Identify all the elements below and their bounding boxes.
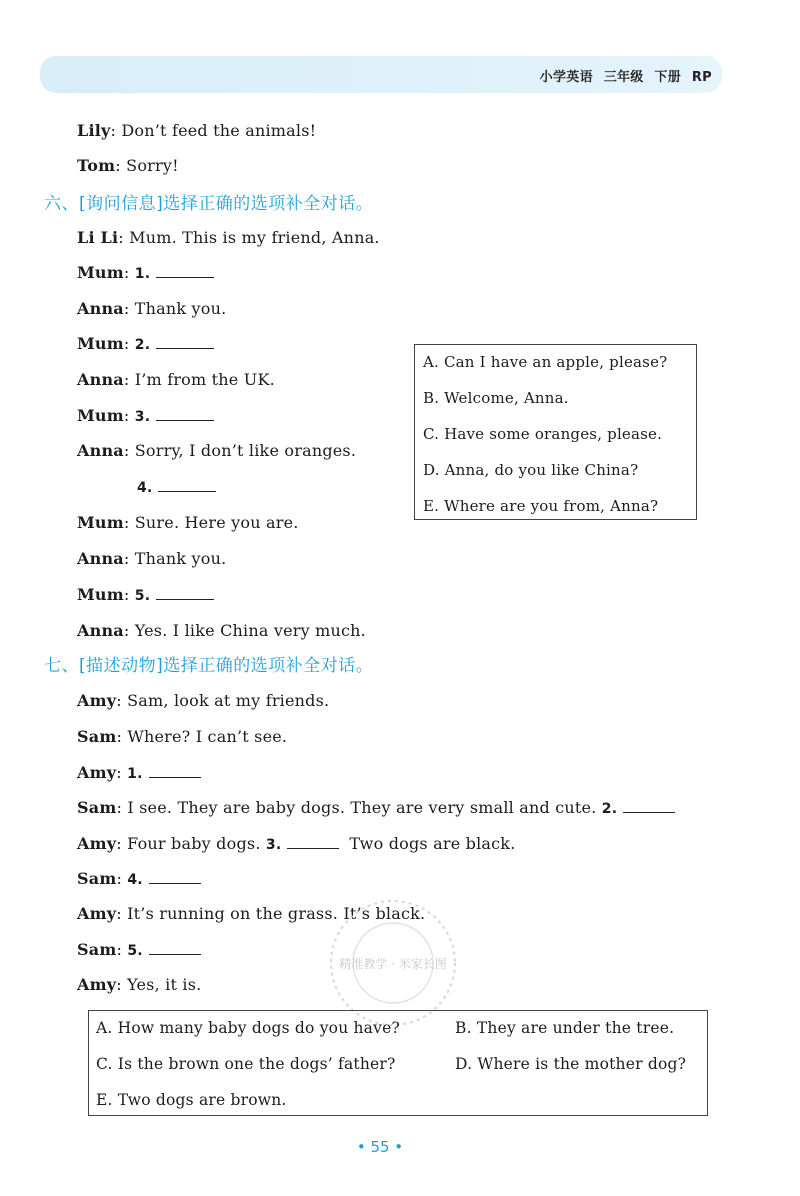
option-a[interactable]: A. Can I have an apple, please?: [423, 353, 668, 371]
dialogue-text: Yes, it is.: [127, 975, 202, 994]
option-c[interactable]: C. Have some oranges, please.: [423, 425, 663, 443]
answer-blank[interactable]: [156, 263, 214, 278]
dialogue-line: Mum: 2.: [77, 334, 214, 355]
option-c[interactable]: C. Is the brown one the dogs’ father?: [96, 1055, 396, 1073]
dialogue-line: Sam: 4.: [77, 869, 201, 890]
dialogue-line: Amy: It’s running on the grass. It’s black.: [77, 904, 426, 923]
dialogue-text: Sorry, I don’t like oranges.: [134, 441, 357, 460]
dialogue-line: Amy: Yes, it is.: [77, 975, 202, 994]
speaker-name: Amy: [77, 904, 117, 923]
dialogue-line: Anna: Yes. I like China very much.: [77, 621, 366, 640]
answer-blank[interactable]: [149, 869, 201, 884]
options-box-section-7: [88, 1010, 708, 1116]
speaker-name: Amy: [77, 763, 117, 782]
speaker-name: Mum: [77, 334, 124, 353]
answer-blank[interactable]: [156, 406, 214, 421]
dialogue-text: It’s running on the grass. It’s black.: [127, 904, 426, 923]
dialogue-text: Don’t feed the animals!: [121, 121, 317, 140]
dialogue-line: Anna: Sorry, I don’t like oranges.: [77, 441, 357, 460]
blank-number: 5.: [127, 943, 143, 959]
dialogue-line: Mum: 5.: [77, 585, 214, 606]
dialogue-line: Lily: Don’t feed the animals!: [77, 121, 317, 140]
blank-number: 3.: [265, 837, 282, 853]
blank-number: 4.: [137, 480, 153, 496]
speaker-name: Anna: [77, 441, 124, 460]
speaker-name: Sam: [77, 727, 117, 746]
dialogue-line: Sam: I see. They are baby dogs. They are very small and cute. 2.: [77, 798, 675, 819]
options-box-section-6: [414, 344, 697, 520]
watermark-text: 精准教学 · 米家长图: [339, 957, 447, 971]
speaker-name: Amy: [77, 691, 117, 710]
dialogue-line: Amy: 1.: [77, 763, 201, 784]
speaker-name: Anna: [77, 299, 124, 318]
speaker-name: Sam: [77, 798, 117, 817]
dialogue-text: I see. They are baby dogs. They are very small and cute.: [127, 798, 597, 817]
speaker-name: Mum: [77, 263, 124, 282]
speaker-name: Anna: [77, 549, 124, 568]
option-b[interactable]: B. Welcome, Anna.: [423, 389, 569, 407]
option-e[interactable]: E. Two dogs are brown.: [96, 1091, 287, 1109]
blank-number: 1.: [127, 766, 143, 782]
dialogue-text: I’m from the UK.: [134, 370, 275, 389]
dialogue-line: Anna: Thank you.: [77, 549, 227, 568]
blank-number: 5.: [134, 588, 151, 604]
blank-number: 3.: [134, 409, 151, 425]
dialogue-text: Four baby dogs.: [127, 834, 261, 853]
speaker-name: Sam: [77, 940, 117, 959]
option-d[interactable]: D. Anna, do you like China?: [423, 461, 639, 479]
speaker-name: Mum: [77, 406, 124, 425]
speaker-name: Mum: [77, 585, 124, 604]
dialogue-line: Li Li: Mum. This is my friend, Anna.: [77, 228, 380, 247]
dialogue-line: Amy: Four baby dogs. 3. Two dogs are black.: [77, 834, 516, 853]
dialogue-text: Yes. I like China very much.: [134, 621, 366, 640]
answer-blank[interactable]: [158, 477, 216, 492]
section-6-title: 六、[询问信息]选择正确的选项补全对话。: [44, 194, 374, 214]
dialogue-text: Two dogs are black.: [349, 834, 516, 853]
dialogue-line: Mum: 1.: [77, 263, 214, 284]
speaker-name: Mum: [77, 513, 124, 532]
speaker-name: Tom: [77, 156, 116, 175]
dialogue-line: [137, 477, 216, 498]
dialogue-line: Mum: Sure. Here you are.: [77, 513, 299, 532]
dialogue-text: Thank you.: [134, 549, 227, 568]
blank-number: 2.: [134, 337, 151, 353]
speaker-name: Lily: [77, 121, 111, 140]
option-a[interactable]: A. How many baby dogs do you have?: [96, 1019, 400, 1037]
dialogue-line: Amy: Sam, look at my friends.: [77, 691, 330, 710]
dialogue-line: Sam: 5.: [77, 940, 201, 961]
dialogue-line: Sam: Where? I can’t see.: [77, 727, 288, 746]
dialogue-text: Sure. Here you are.: [134, 513, 299, 532]
answer-blank[interactable]: [287, 834, 339, 849]
option-b[interactable]: B. They are under the tree.: [455, 1019, 675, 1037]
dialogue-line: Mum: 3.: [77, 406, 214, 427]
dialogue-line: Tom: Sorry!: [77, 156, 179, 175]
book-header: 小学英语 三年级 下册 RP: [539, 70, 712, 85]
dialogue-text: Sam, look at my friends.: [127, 691, 330, 710]
blank-number: 4.: [127, 872, 143, 888]
dialogue-text: Mum. This is my friend, Anna.: [129, 228, 380, 247]
option-e[interactable]: E. Where are you from, Anna?: [423, 497, 659, 515]
speaker-name: Amy: [77, 834, 117, 853]
answer-blank[interactable]: [623, 798, 675, 813]
blank-number: 1.: [134, 266, 151, 282]
dialogue-line: Anna: I’m from the UK.: [77, 370, 275, 389]
speaker-name: Sam: [77, 869, 117, 888]
answer-blank[interactable]: [149, 940, 201, 955]
option-d[interactable]: D. Where is the mother dog?: [455, 1055, 687, 1073]
section-7-title: 七、[描述动物]选择正确的选项补全对话。: [44, 656, 374, 676]
answer-blank[interactable]: [149, 763, 201, 778]
dialogue-text: Where? I can’t see.: [127, 727, 288, 746]
answer-blank[interactable]: [156, 334, 214, 349]
speaker-name: Li Li: [77, 228, 119, 247]
answer-blank[interactable]: [156, 585, 214, 600]
page-number: • 55 •: [356, 1138, 404, 1156]
speaker-name: Anna: [77, 370, 124, 389]
dialogue-line: Anna: Thank you.: [77, 299, 227, 318]
dialogue-text: Sorry!: [126, 156, 179, 175]
speaker-name: Amy: [77, 975, 117, 994]
dialogue-text: Thank you.: [134, 299, 227, 318]
blank-number: 2.: [601, 801, 618, 817]
speaker-name: Anna: [77, 621, 124, 640]
